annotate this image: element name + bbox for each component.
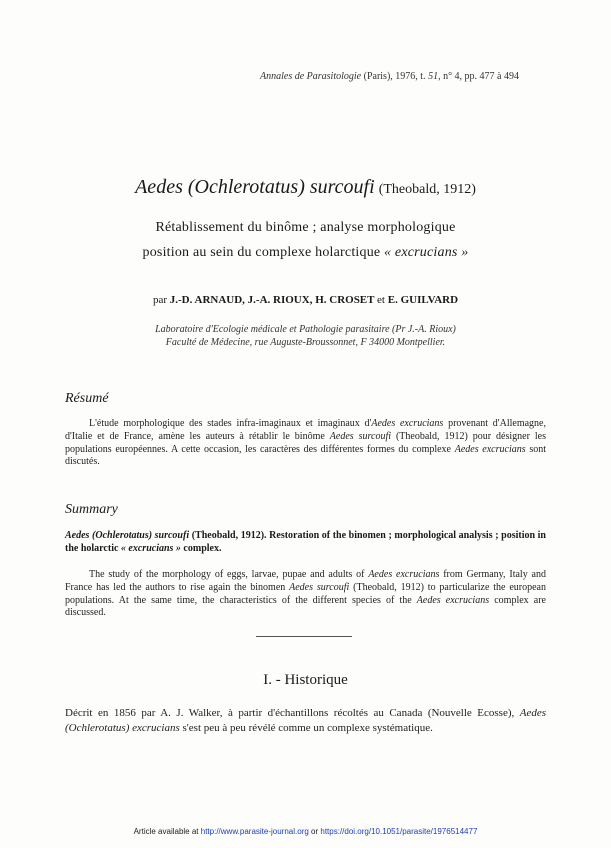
- summary-italic-2: Aedes surcoufi: [289, 581, 350, 593]
- journal-link[interactable]: http://www.parasite-journal.org: [200, 827, 309, 836]
- summary-title-italic-2: « excrucians »: [120, 542, 181, 554]
- affiliation-line-1: Laboratoire d'Ecologie médicale et Pathologie parasitaire (Pr J.-A. Rioux): [155, 324, 456, 335]
- resume-text-4: sont discutés.: [65, 443, 547, 468]
- summary-italic-3: Aedes excrucians: [416, 594, 490, 606]
- authors-par: par: [152, 294, 167, 306]
- resume-text-1: L'étude morphologique des stades infra-imaginaux et imaginaux d': [89, 418, 372, 429]
- title-taxon: Aedes (Ochlerotatus) surcoufi: [135, 176, 375, 198]
- doi-link[interactable]: https://doi.org/10.1051/parasite/1976514477: [320, 827, 478, 836]
- section-divider: [256, 636, 352, 637]
- article-title: [0, 176, 611, 199]
- historique-italic-1: Aedes (Ochlerotatus) excrucians: [65, 707, 546, 734]
- subtitle-line-2: [0, 245, 611, 261]
- summary-text-1: The study of the morphology of eggs, larvae, pupae and adults of: [89, 569, 369, 580]
- resume-italic-1: Aedes excrucians: [371, 418, 444, 429]
- historique-heading: I. - Historique: [263, 672, 348, 688]
- historique-text-1: Décrit en 1856 par A. J. Walker, à partir d'échantillons récoltés au Canada (Nouvelle Ecosse),: [65, 707, 520, 719]
- subtitle-line-1: Rétablissement du binôme ; analyse morphologique: [155, 220, 456, 235]
- authors-line: [0, 294, 611, 306]
- authors-et: et: [377, 294, 385, 306]
- resume-text-3: (Theobald, 1912) pour désigner les populations européennes. A cette occasion, les caractères des différentes formes du complexe: [65, 430, 546, 455]
- journal-volume: 51: [428, 71, 439, 82]
- footer-prefix: Article available at: [133, 827, 201, 836]
- summary-text-4: complex are discussed.: [65, 594, 546, 619]
- summary-title-italic-1: Aedes (Ochlerotatus) surcoufi: [65, 530, 190, 541]
- summary-title-text-2: complex.: [180, 542, 222, 554]
- journal-place-year: (Paris), 1976, t.: [361, 71, 429, 82]
- summary-text-3: (Theobald, 1912) to particularize the european populations. At the same time, the characteristics of the different species of the: [65, 581, 546, 606]
- summary-text-2: from Germany, Italy and France has led the authors to rise again the binomen: [65, 569, 546, 593]
- footer-middle: or: [308, 827, 321, 836]
- journal-pages: , n° 4, pp. 477 à 494: [438, 71, 519, 82]
- historique-text-2: s'est peu à peu révélé comme un complexe systématique.: [179, 722, 433, 734]
- resume-italic-2: Aedes surcoufi: [329, 430, 391, 442]
- authors-last: E. GUILVARD: [387, 294, 459, 306]
- summary-paragraph: [65, 569, 546, 620]
- subtitle-line-2-text: position au sein du complexe holarctique: [142, 245, 385, 260]
- resume-paragraph: [65, 418, 546, 469]
- summary-heading: Summary: [65, 502, 118, 517]
- journal-name: Annales de Parasitologie: [260, 71, 362, 82]
- summary-title-text-1: (Theobald, 1912). Restoration of the binomen ; morphological analysis ; position in the holarctic: [65, 530, 546, 554]
- resume-italic-3: Aedes excrucians: [454, 443, 526, 455]
- authors-names: J.-D. ARNAUD, J.-A. RIOUX, H. CROSET: [169, 294, 375, 306]
- historique-paragraph: [65, 706, 546, 736]
- footer-availability: [0, 827, 611, 836]
- affiliation-line-2: Faculté de Médecine, rue Auguste-Broussonnet, F 34000 Montpellier.: [165, 337, 446, 348]
- resume-text-2: provenant d'Allemagne, d'Italie et de France, amène les auteurs à rétablir le binôme: [65, 418, 546, 442]
- resume-heading: Résumé: [65, 391, 109, 406]
- summary-italic-1: Aedes excrucians: [368, 569, 440, 580]
- title-author-year: (Theobald, 1912): [378, 182, 476, 197]
- summary-title: [65, 530, 546, 556]
- journal-reference: [260, 71, 519, 82]
- subtitle-line-2-italic: « excrucians »: [384, 245, 469, 260]
